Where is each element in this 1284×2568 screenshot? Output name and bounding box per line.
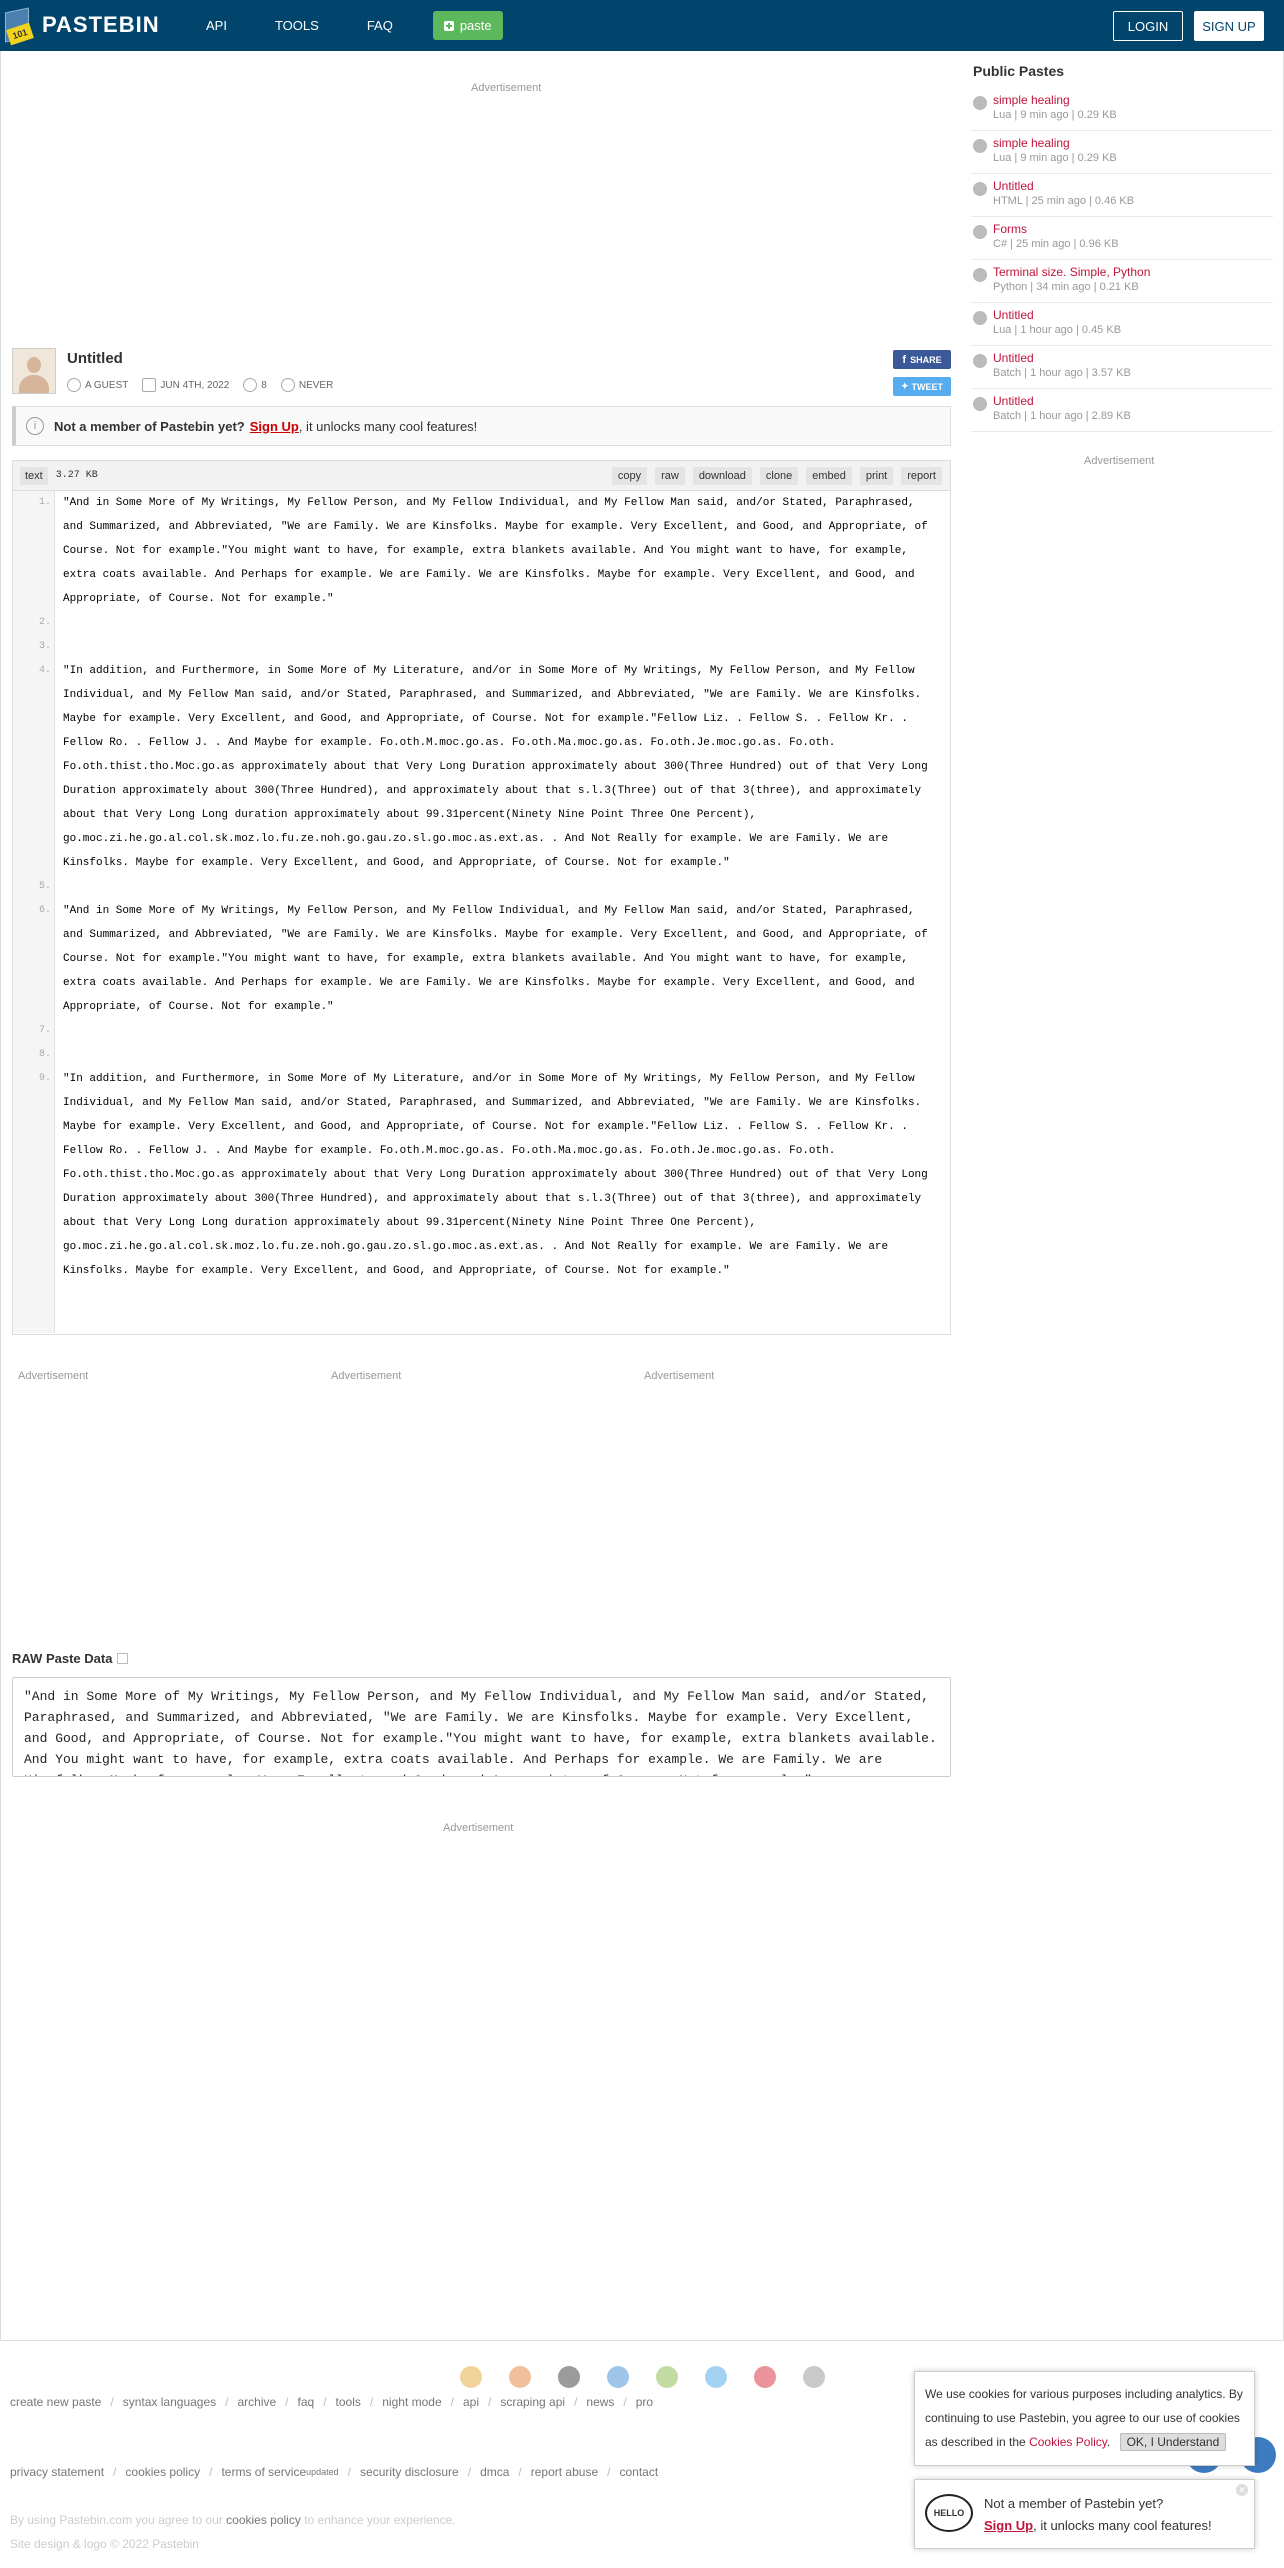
print-button[interactable]: print bbox=[860, 467, 893, 485]
footer-link[interactable]: faq bbox=[297, 2395, 315, 2409]
tos-updated-badge: updated bbox=[306, 2467, 339, 2477]
info-icon: i bbox=[26, 417, 44, 435]
paste-item-meta: Python | 34 min ago | 0.21 KB bbox=[993, 281, 1139, 293]
copy-button[interactable]: copy bbox=[612, 467, 647, 485]
code-line bbox=[13, 635, 950, 659]
login-button[interactable]: LOGIN bbox=[1113, 11, 1183, 41]
code-line bbox=[13, 1067, 950, 1283]
popup-line1: Not a member of Pastebin yet? bbox=[984, 2496, 1164, 2511]
line-number: 2. bbox=[38, 617, 51, 628]
line-text bbox=[55, 875, 935, 899]
twitter-icon: ✦ bbox=[900, 381, 909, 391]
opera-icon[interactable] bbox=[754, 2366, 776, 2388]
share-facebook-button[interactable] bbox=[893, 350, 951, 369]
new-paste-button[interactable] bbox=[433, 11, 503, 40]
public-paste-item[interactable] bbox=[971, 217, 1273, 260]
footer-link[interactable]: api bbox=[462, 2395, 479, 2409]
public-pastes-list bbox=[971, 88, 1273, 432]
popup-signup-link[interactable]: Sign Up bbox=[984, 2518, 1034, 2533]
public-paste-item[interactable] bbox=[971, 260, 1273, 303]
paste-title: Untitled bbox=[67, 350, 123, 367]
share-twitter-label: TWEET bbox=[911, 381, 944, 392]
code-line bbox=[13, 491, 950, 611]
paste-item-meta: C# | 25 min ago | 0.96 KB bbox=[993, 238, 1119, 250]
user-icon bbox=[67, 378, 81, 392]
footer-link[interactable]: security disclosure bbox=[360, 2465, 459, 2479]
paste-item-meta: Lua | 9 min ago | 0.29 KB bbox=[993, 152, 1117, 164]
line-text: "And in Some More of My Writings, My Fellow Person, and My Fellow Individual, and My Fellow Man said, and/or Stated, Paraphrased, and Summarized, and Abbreviated, "We are Family. We are Kinsfolks. Maybe for example. Very Excellent, and Good, and Appropriate, of Course. Not for example."You might want to have, for example, extra blankets available. And You might want to have, for example, extra coats available. And Perhaps for example. We are Family. We are Kinsfolks. Maybe for example. Very Excellent, and Good, and Appropriate, of Course. Not for example." bbox=[63, 905, 935, 1013]
plus-icon bbox=[444, 21, 454, 31]
raw-title-text: RAW Paste Data bbox=[12, 1651, 113, 1666]
footer-copyright: Site design & logo © 2022 Pastebin bbox=[10, 2537, 199, 2551]
close-icon[interactable]: ✕ bbox=[1236, 2484, 1248, 2496]
footer-link[interactable]: report abuse bbox=[530, 2465, 599, 2479]
raw-button[interactable]: raw bbox=[655, 467, 685, 485]
paste-item-meta: Batch | 1 hour ago | 2.89 KB bbox=[993, 410, 1131, 422]
macos-icon[interactable] bbox=[705, 2366, 727, 2388]
popup-line2-rest: , it unlocks many cool features! bbox=[1033, 2518, 1212, 2533]
copy-raw-icon[interactable] bbox=[117, 1653, 128, 1664]
paste-code-box bbox=[12, 460, 951, 1335]
public-paste-item[interactable] bbox=[971, 131, 1273, 174]
cookie-policy-link[interactable]: Cookies Policy bbox=[1029, 2435, 1107, 2449]
footer-link[interactable]: tools bbox=[335, 2395, 361, 2409]
footer-link[interactable]: news bbox=[586, 2395, 615, 2409]
line-number: 8. bbox=[38, 1049, 51, 1060]
note-suffix: to enhance your experience. bbox=[304, 2513, 456, 2527]
paste-item-title[interactable]: Untitled bbox=[993, 308, 1034, 322]
signup-notice bbox=[12, 406, 951, 446]
paste-icon bbox=[973, 397, 987, 411]
paste-item-title[interactable]: Terminal size. Simple, Python bbox=[993, 265, 1151, 279]
paste-item-title[interactable]: simple healing bbox=[993, 93, 1070, 107]
report-button[interactable]: report bbox=[901, 467, 942, 485]
footer-link[interactable]: cookies policy bbox=[125, 2465, 201, 2479]
android-icon[interactable] bbox=[656, 2366, 678, 2388]
footer-link[interactable]: dmca bbox=[480, 2465, 510, 2479]
public-paste-item[interactable] bbox=[971, 174, 1273, 217]
footer-link[interactable]: scraping api bbox=[500, 2395, 566, 2409]
footer-links-row1: create new paste / syntax languages / archive / faq / tools / night mode / api / scraping api / news / pro bbox=[10, 2395, 654, 2409]
expire-icon bbox=[281, 378, 295, 392]
paste-meta bbox=[67, 378, 347, 392]
download-button[interactable]: download bbox=[693, 467, 752, 485]
paste-item-title[interactable]: Untitled bbox=[993, 179, 1034, 193]
calendar-icon bbox=[142, 378, 156, 392]
paste-item-title[interactable]: Forms bbox=[993, 222, 1027, 236]
paste-item-meta: Batch | 1 hour ago | 3.57 KB bbox=[993, 367, 1131, 379]
line-text: "In addition, and Furthermore, in Some More of My Literature, and/or in Some More of My Writings, My Fellow Person, and My Fellow Individual, and My Fellow Man said, and/or Stated, Paraphrased, and Summarized, and Abbreviated, "We are Family. We are Kinsfolks. Maybe for example. Very Excellent, and Good, and Appropriate, of Course. Not for example."Fellow Liz. . Fellow S. . Fellow Kr. . Fellow Ro. . Fellow J. . And Maybe for example. Fo.oth.M.moc.go.as. Fo.oth.Ma.moc.go.as. Fo.oth.Je.moc.go.as. Fo.oth. Fo.oth.thist.tho.Moc.go.as approximately about that Very Long Duration approximately about 300(Three Hundred) out of that Very Long Duration approximately about 300(Three Hundred), and approximately about that s.l.3(Three) out of that 3(three), and approximately about that Very Long Long duration approximately about 99.31percent(Ninety Nine Point Three One Percent), go.moc.zi.he.go.al.col.sk.moz.lo.fu.ze.noh.go.gau.zo.sl.go.moc.as.ext.as. . And Not Really for example. We are Family. We are Kinsfolks. Maybe for example. Very Excellent, and Good, and Appropriate, of Course. Not for example." bbox=[63, 665, 935, 869]
ad-label-top: Advertisement bbox=[471, 82, 542, 94]
paste-item-title[interactable]: Untitled bbox=[993, 351, 1034, 365]
signup-popup bbox=[914, 2479, 1255, 2549]
paste-icon bbox=[973, 139, 987, 153]
popup-line2 bbox=[984, 2518, 1212, 2533]
public-paste-item[interactable] bbox=[971, 88, 1273, 131]
footer-link[interactable]: archive bbox=[237, 2395, 277, 2409]
paste-icon bbox=[973, 96, 987, 110]
paste-icon bbox=[973, 182, 987, 196]
paste-size: 3.27 KB bbox=[55, 470, 98, 481]
footer-link[interactable]: night mode bbox=[382, 2395, 442, 2409]
paste-item-meta: Lua | 9 min ago | 0.29 KB bbox=[993, 109, 1117, 121]
code-toolbar bbox=[13, 461, 950, 491]
paste-item-title[interactable]: simple healing bbox=[993, 136, 1070, 150]
public-paste-item[interactable] bbox=[971, 303, 1273, 346]
code-line bbox=[13, 1019, 950, 1043]
footer-link[interactable]: contact bbox=[619, 2465, 659, 2479]
public-pastes-title: Public Pastes bbox=[973, 63, 1065, 79]
windows-icon[interactable] bbox=[607, 2366, 629, 2388]
paste-icon bbox=[973, 354, 987, 368]
ad-label-bottom: Advertisement bbox=[443, 1822, 514, 1834]
guest-avatar bbox=[12, 348, 56, 394]
line-number: 6. bbox=[38, 905, 51, 916]
line-number: 1. bbox=[38, 497, 51, 508]
line-text: "In addition, and Furthermore, in Some More of My Literature, and/or in Some More of My Writings, My Fellow Person, and My Fellow Individual, and My Fellow Man said, and/or Stated, Paraphrased, and Summarized, and Abbreviated, "We are Family. We are Kinsfolks. Maybe for example. Very Excellent, and Good, and Appropriate, of Course. Not for example."Fellow Liz. . Fellow S. . Fellow Kr. . Fellow Ro. . Fellow J. . And Maybe for example. Fo.oth.M.moc.go.as. Fo.oth.Ma.moc.go.as. Fo.oth.Je.moc.go.as. Fo.oth. Fo.oth.thist.tho.Moc.go.as approximately about that Very Long Duration approximately about 300(Three Hundred) out of that Very Long Duration approximately about 300(Three Hundred), and approximately about that s.l.3(Three) out of that 3(three), and approximately about that Very Long Long duration approximately about 99.31percent(Ninety Nine Point Three One Percent), go.moc.zi.he.go.al.col.sk.moz.lo.fu.ze.noh.go.gau.zo.sl.go.moc.as.ext.as. . And Not Really for example. We are Family. We are Kinsfolks. Maybe for example. Very Excellent, and Good, and Appropriate, of Course. Not for example." bbox=[63, 1073, 935, 1277]
code-line bbox=[13, 659, 950, 875]
public-paste-item[interactable] bbox=[971, 346, 1273, 389]
ad-label-mid-1: Advertisement bbox=[18, 1370, 89, 1382]
paste-item-meta: HTML | 25 min ago | 0.46 KB bbox=[993, 195, 1135, 207]
code-line bbox=[13, 875, 950, 899]
raw-paste-title bbox=[12, 1651, 128, 1666]
cookie-text: We use cookies for various purposes including analytics. By continuing to use Pastebin, you agree to our use of cookies as described in the bbox=[925, 2387, 1243, 2449]
eye-icon bbox=[243, 378, 257, 392]
main-nav bbox=[206, 0, 503, 51]
paste-item-meta: Lua | 1 hour ago | 0.45 KB bbox=[993, 324, 1122, 336]
chrome-icon[interactable] bbox=[460, 2366, 482, 2388]
paste-icon bbox=[973, 311, 987, 325]
nav-tools[interactable]: TOOLS bbox=[274, 18, 319, 33]
share-facebook-label: SHARE bbox=[910, 354, 942, 365]
public-paste-item[interactable] bbox=[971, 389, 1273, 432]
code-tools bbox=[604, 467, 942, 485]
paste-views: 8 bbox=[261, 379, 267, 391]
paste-date: JUN 4TH, 2022 bbox=[160, 379, 230, 391]
line-number: 4. bbox=[38, 665, 51, 676]
footer-link[interactable]: privacy statement bbox=[10, 2465, 105, 2479]
line-text bbox=[55, 635, 935, 659]
logo-icon: 101 bbox=[2, 6, 36, 44]
logo-text: PASTEBIN bbox=[42, 12, 160, 37]
line-text bbox=[55, 1019, 935, 1043]
line-number: 5. bbox=[38, 881, 51, 892]
paste-author[interactable]: A GUEST bbox=[85, 379, 129, 391]
footer-link[interactable]: terms of service bbox=[221, 2465, 307, 2479]
new-paste-label: paste bbox=[459, 18, 492, 33]
paste-icon bbox=[973, 268, 987, 282]
ad-label-mid-2: Advertisement bbox=[331, 1370, 402, 1382]
paste-item-title[interactable]: Untitled bbox=[993, 394, 1034, 408]
line-text: "And in Some More of My Writings, My Fellow Person, and My Fellow Individual, and My Fellow Man said, and/or Stated, Paraphrased, and Summarized, and Abbreviated, "We are Family. We are Kinsfolks. Maybe for example. Very Excellent, and Good, and Appropriate, of Course. Not for example."You might want to have, for example, extra blankets available. And You might want to have, for example, extra coats available. And Perhaps for example. We are Family. We are Kinsfolks. Maybe for example. Very Excellent, and Good, and Appropriate, of Course. Not for example." bbox=[63, 497, 935, 605]
note-prefix: By using Pastebin.com you agree to our bbox=[10, 2513, 223, 2527]
ad-label-sidebar: Advertisement bbox=[1084, 455, 1155, 467]
cookie-consent-box: We use cookies for various purposes including analytics. By continuing to use Pastebin, you agree to our use of cookies as described in the Cookies Policy. OK, I Understand bbox=[914, 2371, 1255, 2466]
code-lines bbox=[13, 491, 950, 1283]
share-twitter-button[interactable] bbox=[893, 377, 951, 396]
code-line bbox=[13, 1043, 950, 1067]
embed-button[interactable]: embed bbox=[806, 467, 852, 485]
top-nav-bar bbox=[0, 0, 1284, 51]
nav-api[interactable]: API bbox=[206, 18, 227, 33]
footer-link[interactable]: syntax languages bbox=[122, 2395, 217, 2409]
line-text bbox=[55, 1043, 935, 1067]
raw-paste-textarea[interactable] bbox=[12, 1677, 951, 1777]
notice-signup-link[interactable]: Sign Up bbox=[249, 418, 299, 434]
firefox-icon[interactable] bbox=[509, 2366, 531, 2388]
paste-icon bbox=[973, 225, 987, 239]
line-number: 7. bbox=[38, 1025, 51, 1036]
ad-label-mid-3: Advertisement bbox=[644, 1370, 715, 1382]
notice-bold: Not a member of Pastebin yet? bbox=[54, 418, 245, 434]
ios-icon[interactable] bbox=[558, 2366, 580, 2388]
pastebin-logo[interactable] bbox=[2, 6, 160, 44]
cookie-ok-button[interactable]: OK, I Understand bbox=[1120, 2433, 1227, 2451]
line-text bbox=[55, 611, 935, 635]
footer-link[interactable]: pro bbox=[635, 2395, 654, 2409]
line-number: 9. bbox=[38, 1073, 51, 1084]
footer-link[interactable]: create new paste bbox=[10, 2395, 102, 2409]
clone-button[interactable]: clone bbox=[760, 467, 798, 485]
hello-bubble-icon: HELLO bbox=[925, 2494, 973, 2532]
nav-faq[interactable]: FAQ bbox=[366, 18, 393, 33]
code-line bbox=[13, 899, 950, 1019]
syntax-tag[interactable]: text bbox=[20, 467, 48, 485]
footer-cookie-note bbox=[10, 2513, 456, 2527]
signup-button[interactable]: SIGN UP bbox=[1194, 11, 1264, 41]
line-number: 3. bbox=[38, 641, 51, 652]
browser-extensions bbox=[460, 2366, 852, 2388]
footer-links-row2: privacy statement / cookies policy / terms of service updated / security disclosure / dmca / report abuse / contact bbox=[10, 2465, 659, 2479]
note-cookies-link[interactable]: cookies policy bbox=[226, 2513, 301, 2527]
code-line bbox=[13, 611, 950, 635]
facebook-icon: f bbox=[902, 353, 907, 366]
linux-icon[interactable] bbox=[803, 2366, 825, 2388]
paste-expires: NEVER bbox=[298, 379, 334, 391]
notice-rest: , it unlocks many cool features! bbox=[298, 418, 478, 434]
